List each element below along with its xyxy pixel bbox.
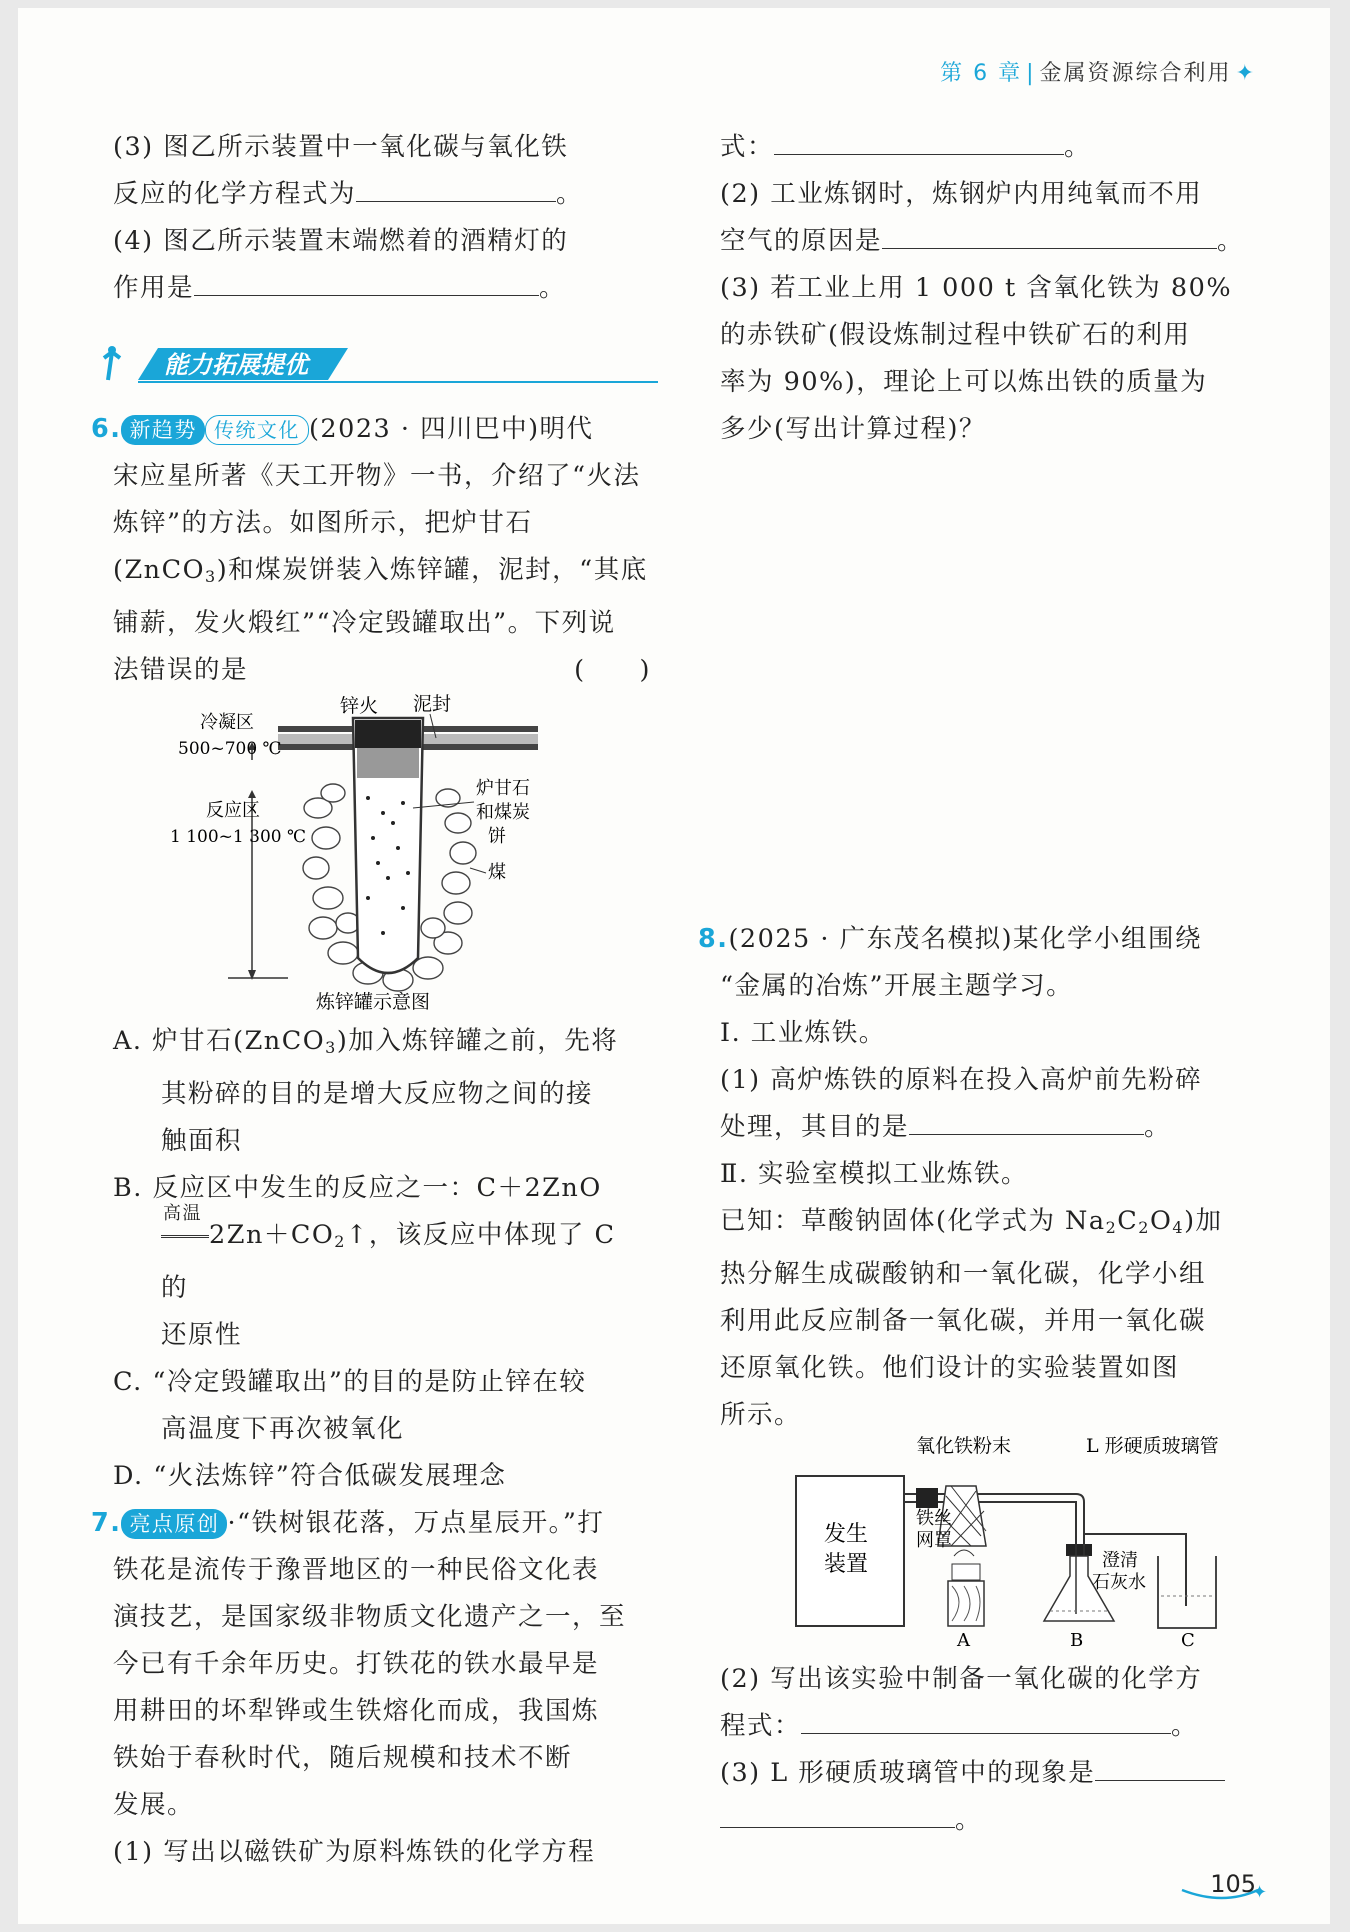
right-column: 式： 。 (2) 工业炼钢时，炼钢炉内用纯氧而不用 空气的原因是 。 (3) 若工业上用 1 000 t 含氧化铁为 80% 的赤铁矿(假设炼制过程中铁矿石的利用 率为 90%)，理论上可以炼出铁的质量为 多少(写出计算过程)？ bbox=[720, 124, 1268, 453]
q6-number: 6. bbox=[91, 414, 122, 444]
svg-text:泥封: 泥封 bbox=[413, 693, 452, 715]
svg-text:氧化铁粉末: 氧化铁粉末 bbox=[916, 1435, 1012, 1457]
option-b: B. 反应区中发生的反应之一：C＋2ZnO bbox=[113, 1173, 602, 1203]
svg-text:网罩: 网罩 bbox=[916, 1530, 952, 1551]
option-c: C. “冷定毁罐取出”的目的是防止锌在较 bbox=[113, 1367, 587, 1397]
q6-line3: 炼锌”的方法。如图所示，把炉甘石 bbox=[113, 508, 533, 538]
svg-text:锌火: 锌火 bbox=[340, 695, 379, 717]
svg-text:冷凝区: 冷凝区 bbox=[200, 712, 254, 733]
answer-blank[interactable] bbox=[356, 175, 556, 202]
q8-block: 8.(2025 · 广东茂名模拟)某化学小组围绕 “金属的冶炼”开展主题学习。 Ⅰ. 工业炼铁。 (1) 高炉炼铁的原料在投入高炉前先粉碎 处理，其目的是 。 Ⅱ. 实验室模拟工业炼铁。 已知：草酸钠固体(化学式为 $Na_2C_2O_4$)加 热分解生成碳酸钠和一氧化碳，化学小组 利用此反应制备一氧化碳，并用一氧化碳 还原氧化铁。他们设计的实验装置如图 所示。 bbox=[698, 924, 1223, 1430]
q7-line1: 7. 亮点原创 ·“铁树银花落，万点星辰开。”打 bbox=[91, 1508, 605, 1538]
q5-4-line1: (4) 图乙所示装置末端燃着的酒精灯的 bbox=[113, 226, 569, 256]
svg-text:A: A bbox=[957, 1630, 970, 1651]
sparkle-icon: ✦ bbox=[1235, 61, 1256, 86]
q6-line6: 法错误的是 ( ) bbox=[113, 647, 651, 694]
svg-text:1 100~1 300 ℃: 1 100~1 300 ℃ bbox=[170, 827, 306, 847]
svg-text:L 形硬质玻璃管: L 形硬质玻璃管 bbox=[1086, 1435, 1219, 1457]
answer-blank[interactable] bbox=[774, 128, 1064, 155]
q6-line5: 铺薪，发火煅红”“冷定毁罐取出”。下列说 bbox=[113, 608, 616, 638]
section-title: 能力拓展提优 bbox=[164, 351, 308, 379]
option-a: A. 炉甘石(ZnCO$_3$)加入炼锌罐之前，先将 bbox=[113, 1026, 619, 1057]
svg-text:500~700 ℃: 500~700 ℃ bbox=[178, 739, 282, 759]
figure-icon bbox=[104, 352, 120, 380]
svg-text:反应区: 反应区 bbox=[206, 800, 260, 821]
answer-blank[interactable] bbox=[882, 222, 1217, 249]
answer-blank[interactable] bbox=[801, 1707, 1171, 1734]
chapter-number: 第 6 章 bbox=[940, 61, 1023, 86]
tag-highlight: 亮点原创 bbox=[121, 1509, 227, 1539]
svg-text:石灰水: 石灰水 bbox=[1092, 1572, 1146, 1593]
apparatus-figure bbox=[786, 1436, 1246, 1651]
svg-text:澄清: 澄清 bbox=[1102, 1550, 1138, 1571]
svg-text:B: B bbox=[1070, 1630, 1084, 1651]
q6-line2: 宋应星所著《天工开物》一书，介绍了“火法 bbox=[113, 461, 641, 491]
svg-text:C: C bbox=[1181, 1630, 1195, 1651]
svg-text:煤: 煤 bbox=[488, 862, 506, 883]
answer-blank[interactable] bbox=[1095, 1754, 1225, 1781]
q5-4-line2: 作用是 。 bbox=[113, 265, 651, 312]
q6-line4: (ZnCO$_3$)和煤炭饼装入炼锌罐，泥封，“其底 bbox=[113, 555, 648, 586]
left-column bbox=[113, 124, 651, 312]
answer-blank[interactable] bbox=[720, 1801, 955, 1828]
tag-culture: 传统文化 bbox=[205, 415, 309, 445]
chapter-title: 金属资源综合利用 bbox=[1039, 61, 1232, 86]
svg-text:铁丝: 铁丝 bbox=[916, 1508, 952, 1529]
answer-blank[interactable] bbox=[194, 269, 539, 296]
svg-text:炉甘石: 炉甘石 bbox=[476, 778, 530, 799]
q6-options: A. 炉甘石(ZnCO$_3$)加入炼锌罐之前，先将 其粉碎的目的是增大反应物之间的接 触面积 B. 反应区中发生的反应之一：C＋2ZnO 高温 $2Zn+CO_2↑$，该反应中体现了 C 的 还原性 C. “冷定毁罐取出”的目的是防止锌在较 高温度下再次被氧化 D. “火法炼锌”符合低碳发展理念 7. 亮点原创 ·“铁树银花落，万点星辰开。”打 铁花是流传于豫晋地区的一种民俗文化表 演技艺，是国家级非物质文化遗产之一，至 今已有千余年历史。打铁花的铁水最早是 用耕田的坏犁铧或生铁熔化而成，我国炼 铁始于春秋时代，随后规模和技术不断 发展。 (1) 写出以磁铁矿为原料炼铁的化学方程 bbox=[113, 1018, 651, 1876]
q6-block bbox=[91, 406, 651, 694]
svg-text:和煤炭: 和煤炭 bbox=[476, 802, 530, 823]
option-d: D. “火法炼锌”符合低碳发展理念 bbox=[113, 1461, 507, 1491]
answer-paren[interactable]: ( ) bbox=[574, 655, 651, 685]
tag-new-trend: 新趋势 bbox=[121, 415, 205, 445]
svg-text:装置: 装置 bbox=[824, 1552, 869, 1577]
section-banner bbox=[98, 344, 658, 384]
svg-text:发生: 发生 bbox=[824, 1522, 869, 1547]
chapter-header: 第 6 章 | 金属资源综合利用 ✦ bbox=[940, 61, 1256, 86]
q8-number: 8. bbox=[698, 924, 729, 954]
svg-text:饼: 饼 bbox=[488, 826, 506, 847]
q8-sub-questions: (2) 写出该实验中制备一氧化碳的化学方 程式： 。 (3) L 形硬质玻璃管中的现象是 。 bbox=[720, 1656, 1268, 1844]
page bbox=[18, 8, 1330, 1924]
q5-3-line1: (3) 图乙所示装置中一氧化碳与氧化铁 bbox=[113, 132, 569, 162]
q6-line1: 6. 新趋势 传统文化 (2023 · 四川巴中)明代 bbox=[91, 414, 594, 444]
page-number: 105 bbox=[1210, 1870, 1256, 1898]
zinc-furnace-figure bbox=[170, 693, 548, 1013]
svg-text:✦: ✦ bbox=[1252, 1882, 1268, 1903]
q5-3-line2: 反应的化学方程式为 。 bbox=[113, 171, 651, 218]
figure-caption: 炼锌罐示意图 bbox=[316, 991, 431, 1013]
answer-blank[interactable] bbox=[909, 1108, 1144, 1135]
